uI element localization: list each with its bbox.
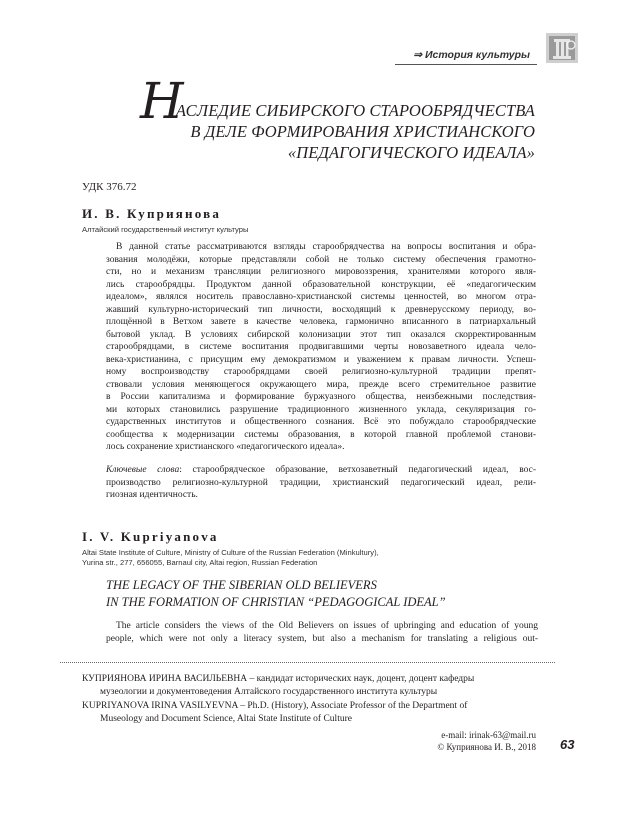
bio-line: KUPRIYANOVA IRINA VASILYEVNA – Ph.D. (History), Associate Professor of the Department of: [82, 701, 468, 711]
contacts: [437, 729, 536, 753]
keywords-ru: [106, 464, 536, 502]
keywords-line: гиозная идентичность.: [106, 490, 198, 500]
abstract-line: The article considers the views of the Old Believers on issues of upbringing and education of young: [116, 621, 538, 631]
affiliation-line: Altai State Institute of Culture, Ministry of Culture of the Russian Federation (Minkultury),: [82, 548, 379, 557]
author-affiliation-ru: Алтайский государственный институт культуры: [82, 225, 249, 234]
abstract-ru: [106, 241, 536, 454]
section-rubric: ⇒ История культуры: [413, 49, 530, 61]
author-name-en: I. V. Kupriyanova: [82, 529, 219, 544]
author-bio-ru: [82, 673, 537, 698]
email-text: e-mail: irinak-63@mail.ru: [441, 730, 536, 740]
abstract-line: сообщества к модернизации системы образования, в которой главной проблемой станови-: [106, 429, 536, 440]
abstract-line: зования молодёжи, которые представляли собой не только систему обеспечения грамотно-: [106, 254, 536, 265]
abstract-line: старообрядцами, в системе воспитания продвигавшими черты новозаветного идеала чело-: [106, 342, 536, 352]
classical-column-logo-icon: [546, 33, 578, 63]
title-drop-initial: Н: [140, 72, 184, 130]
title-en-line: IN THE FORMATION OF CHRISTIAN “PEDAGOGICAL IDEAL”: [106, 595, 446, 609]
article-title-en: [106, 577, 446, 611]
abstract-en: [106, 620, 538, 645]
title-line: В ДЕЛЕ ФОРМИРОВАНИЯ ХРИСТИАНСКОГО: [190, 122, 535, 141]
title-line: АСЛЕДИЕ СИБИРСКОГО СТАРООБРЯДЧЕСТВА: [175, 101, 535, 120]
abstract-line: лись старообрядцы. Продуктом данной образовательной конструкции, её «педагогическим: [106, 279, 536, 290]
keywords-line: производство религиозно-культурной традиции, христианский педагогический идеал, рели-: [106, 477, 536, 488]
keywords-text: : старообрядческое образование, ветхозаветный педагогический идеал, вос-: [179, 465, 536, 475]
bio-line: музеологии и документоведения Алтайского государственного института культуры: [100, 686, 438, 697]
abstract-line: жавший культурно-исторический тип личности, восходящий к древнерусскому периоду, во-: [106, 304, 536, 315]
bio-line: Museology and Document Science, Altai State Institute of Culture: [100, 713, 352, 724]
abstract-line: people, which were not only a literacy system, but also a mechanism for translating a religious out-: [106, 633, 538, 644]
abstract-line: ми которых становились разрушение традиционного жизненного уклада, секуляризация го-: [106, 404, 536, 415]
abstract-line: площённой в Ветхом завете в качестве человека, гармонично вписанного в патриархальный: [106, 317, 536, 327]
title-en-line: THE LEGACY OF THE SIBERIAN OLD BELIEVERS: [106, 578, 377, 592]
abstract-line: идеалом», являлся носитель православно-христианской системы ценностей, во многом отра-: [106, 292, 536, 302]
keywords-line: [106, 464, 536, 477]
author-affiliation-en: [82, 548, 379, 568]
article-title: [170, 100, 535, 163]
bio-line: КУПРИЯНОВА ИРИНА ВАСИЛЬЕВНА – кандидат исторических наук, доцент, доцент кафедры: [82, 674, 475, 684]
abstract-line: в России капитализма и формирование буржуазного общества, неизбежными последствия-: [106, 392, 536, 402]
abstract-line: сти, но и механизм трансляции религиозного мировоззрения, хранителями которого явля-: [106, 267, 536, 277]
abstract-line: бытовой уклад. В условиях сибирской колонизации этот тип оказался скорректированным: [106, 329, 536, 340]
keywords-label: Ключевые слова: [106, 465, 180, 475]
author-bio-en: [82, 700, 537, 725]
footnote-divider: [60, 662, 555, 663]
abstract-line: сударственных институтов и общественного сознания. Всё это побуждало старообрядческие: [106, 417, 536, 427]
abstract-line: века-христианина, с присущим ему демократизмом и уважением к правам личности. Успеш-: [106, 354, 536, 365]
abstract-line: ному воспроизводству старообрядцами своей религиозно-культурной традиции препят-: [106, 367, 536, 377]
abstract-line: ствовали условия меняющегося окружающего мира, прежде всего стремительное развитие: [106, 379, 536, 390]
page-number: 63: [560, 737, 575, 752]
udk-code: УДК 376.72: [82, 181, 137, 193]
copyright-text: © Куприянова И. В., 2018: [437, 742, 536, 752]
affiliation-line: Yurina str., 277, 656055, Barnaul city, Altai region, Russian Federation: [82, 558, 318, 567]
abstract-line: В данной статье рассматриваются взгляды старообрядчества на вопросы воспитания и обра-: [116, 242, 536, 252]
abstract-line: лось сохранение христианского «педагогического идеала».: [106, 442, 345, 452]
header-rule: [395, 64, 537, 65]
author-name-ru: И. В. Куприянова: [82, 206, 222, 221]
title-line: «ПЕДАГОГИЧЕСКОГО ИДЕАЛА»: [287, 143, 535, 162]
